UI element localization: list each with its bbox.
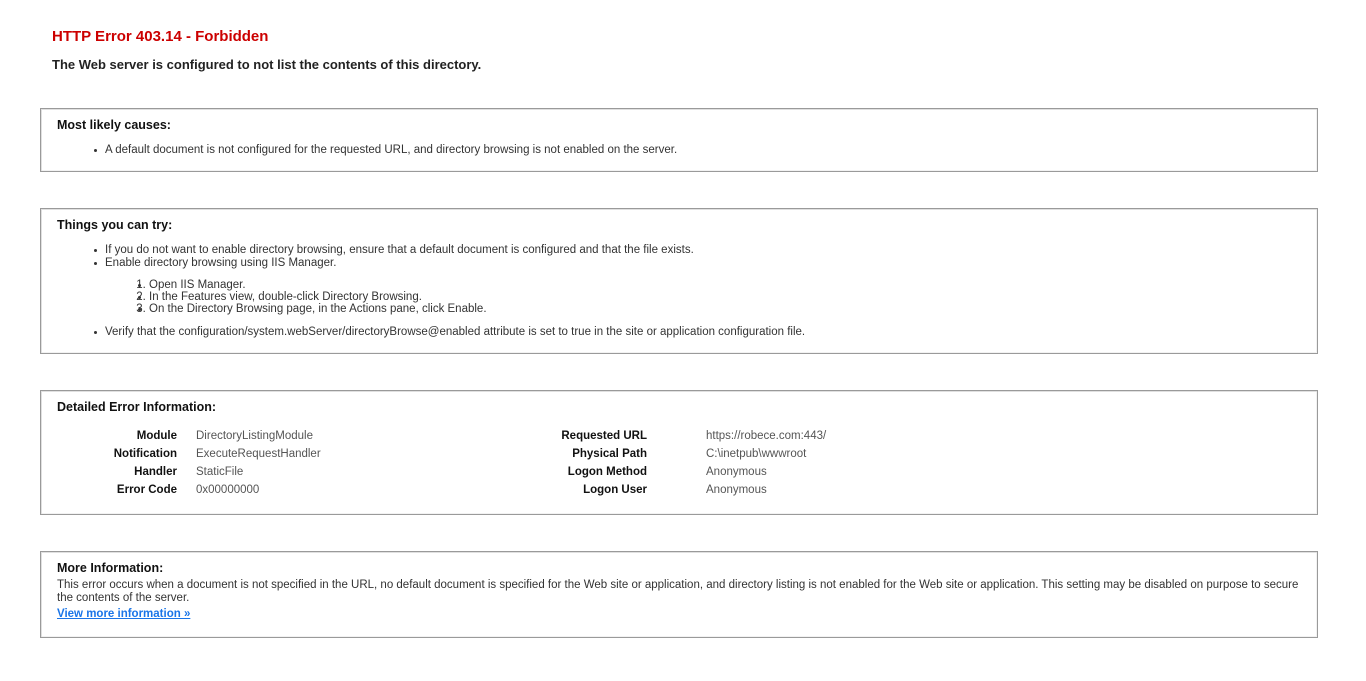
list-item-text: Enable directory browsing using IIS Manager.	[105, 256, 337, 269]
detail-value: 0x00000000	[196, 484, 260, 497]
detailed-error-table	[57, 427, 1301, 499]
list-item: A default document is not configured for the requested URL, and directory browsing is not enabled on the server.	[105, 144, 1301, 156]
things-you-can-try-heading: Things you can try:	[57, 218, 173, 233]
step-item: 3. On the Directory Browsing page, in the Actions pane, click Enable.	[149, 303, 1301, 315]
list-item: If you do not want to enable directory browsing, ensure that a default document is configured and that the file exists.	[105, 244, 1301, 256]
detail-label: Handler	[134, 466, 177, 479]
detail-label: Logon User	[583, 484, 647, 497]
more-information-text: This error occurs when a document is not specified in the URL, no default document is specified for the Web site or application, and directory listing is not enabled for the Web site or application. This setting may be disabled on purpose to secure the contents of the server.	[57, 579, 1299, 604]
list-item	[105, 257, 1301, 316]
detail-label: Requested URL	[561, 430, 647, 443]
things-you-can-try-list	[57, 244, 1301, 338]
more-information-heading: More Information:	[57, 561, 164, 576]
detail-value: StaticFile	[196, 466, 244, 479]
page-subtitle: The Web server is configured to not list the contents of this directory.	[52, 57, 482, 72]
detail-value: Anonymous	[706, 466, 767, 479]
detail-label: Notification	[113, 448, 177, 461]
things-you-can-try-section	[40, 208, 1318, 354]
most-likely-causes-section	[40, 108, 1318, 172]
detail-value: Anonymous	[706, 484, 767, 497]
list-item: Verify that the configuration/system.webServer/directoryBrowse@enabled attribute is set to true in the site or application configuration file.	[105, 326, 1301, 338]
detail-label: Error Code	[116, 484, 177, 497]
detail-value: https://robece.com:443/	[706, 430, 827, 443]
most-likely-causes-list	[57, 144, 1301, 156]
iis-manager-steps-list	[105, 279, 1301, 316]
view-more-information-link[interactable]: View more information »	[57, 608, 191, 621]
detailed-error-information-heading: Detailed Error Information:	[57, 400, 217, 415]
detail-label: Module	[136, 430, 177, 443]
detail-value: ExecuteRequestHandler	[196, 448, 321, 461]
most-likely-causes-heading: Most likely causes:	[57, 118, 171, 132]
detail-label: Physical Path	[572, 448, 647, 461]
page-title: HTTP Error 403.14 - Forbidden	[52, 28, 269, 45]
detailed-error-information-section	[40, 390, 1318, 515]
detail-value: DirectoryListingModule	[196, 430, 313, 443]
step-item: 2. In the Features view, double-click Directory Browsing.	[149, 291, 1301, 303]
step-item: 1. Open IIS Manager.	[149, 279, 1301, 291]
more-information-section	[40, 551, 1318, 638]
detail-value: C:\inetpub\wwwroot	[706, 448, 807, 461]
detail-label: Logon Method	[567, 466, 647, 479]
